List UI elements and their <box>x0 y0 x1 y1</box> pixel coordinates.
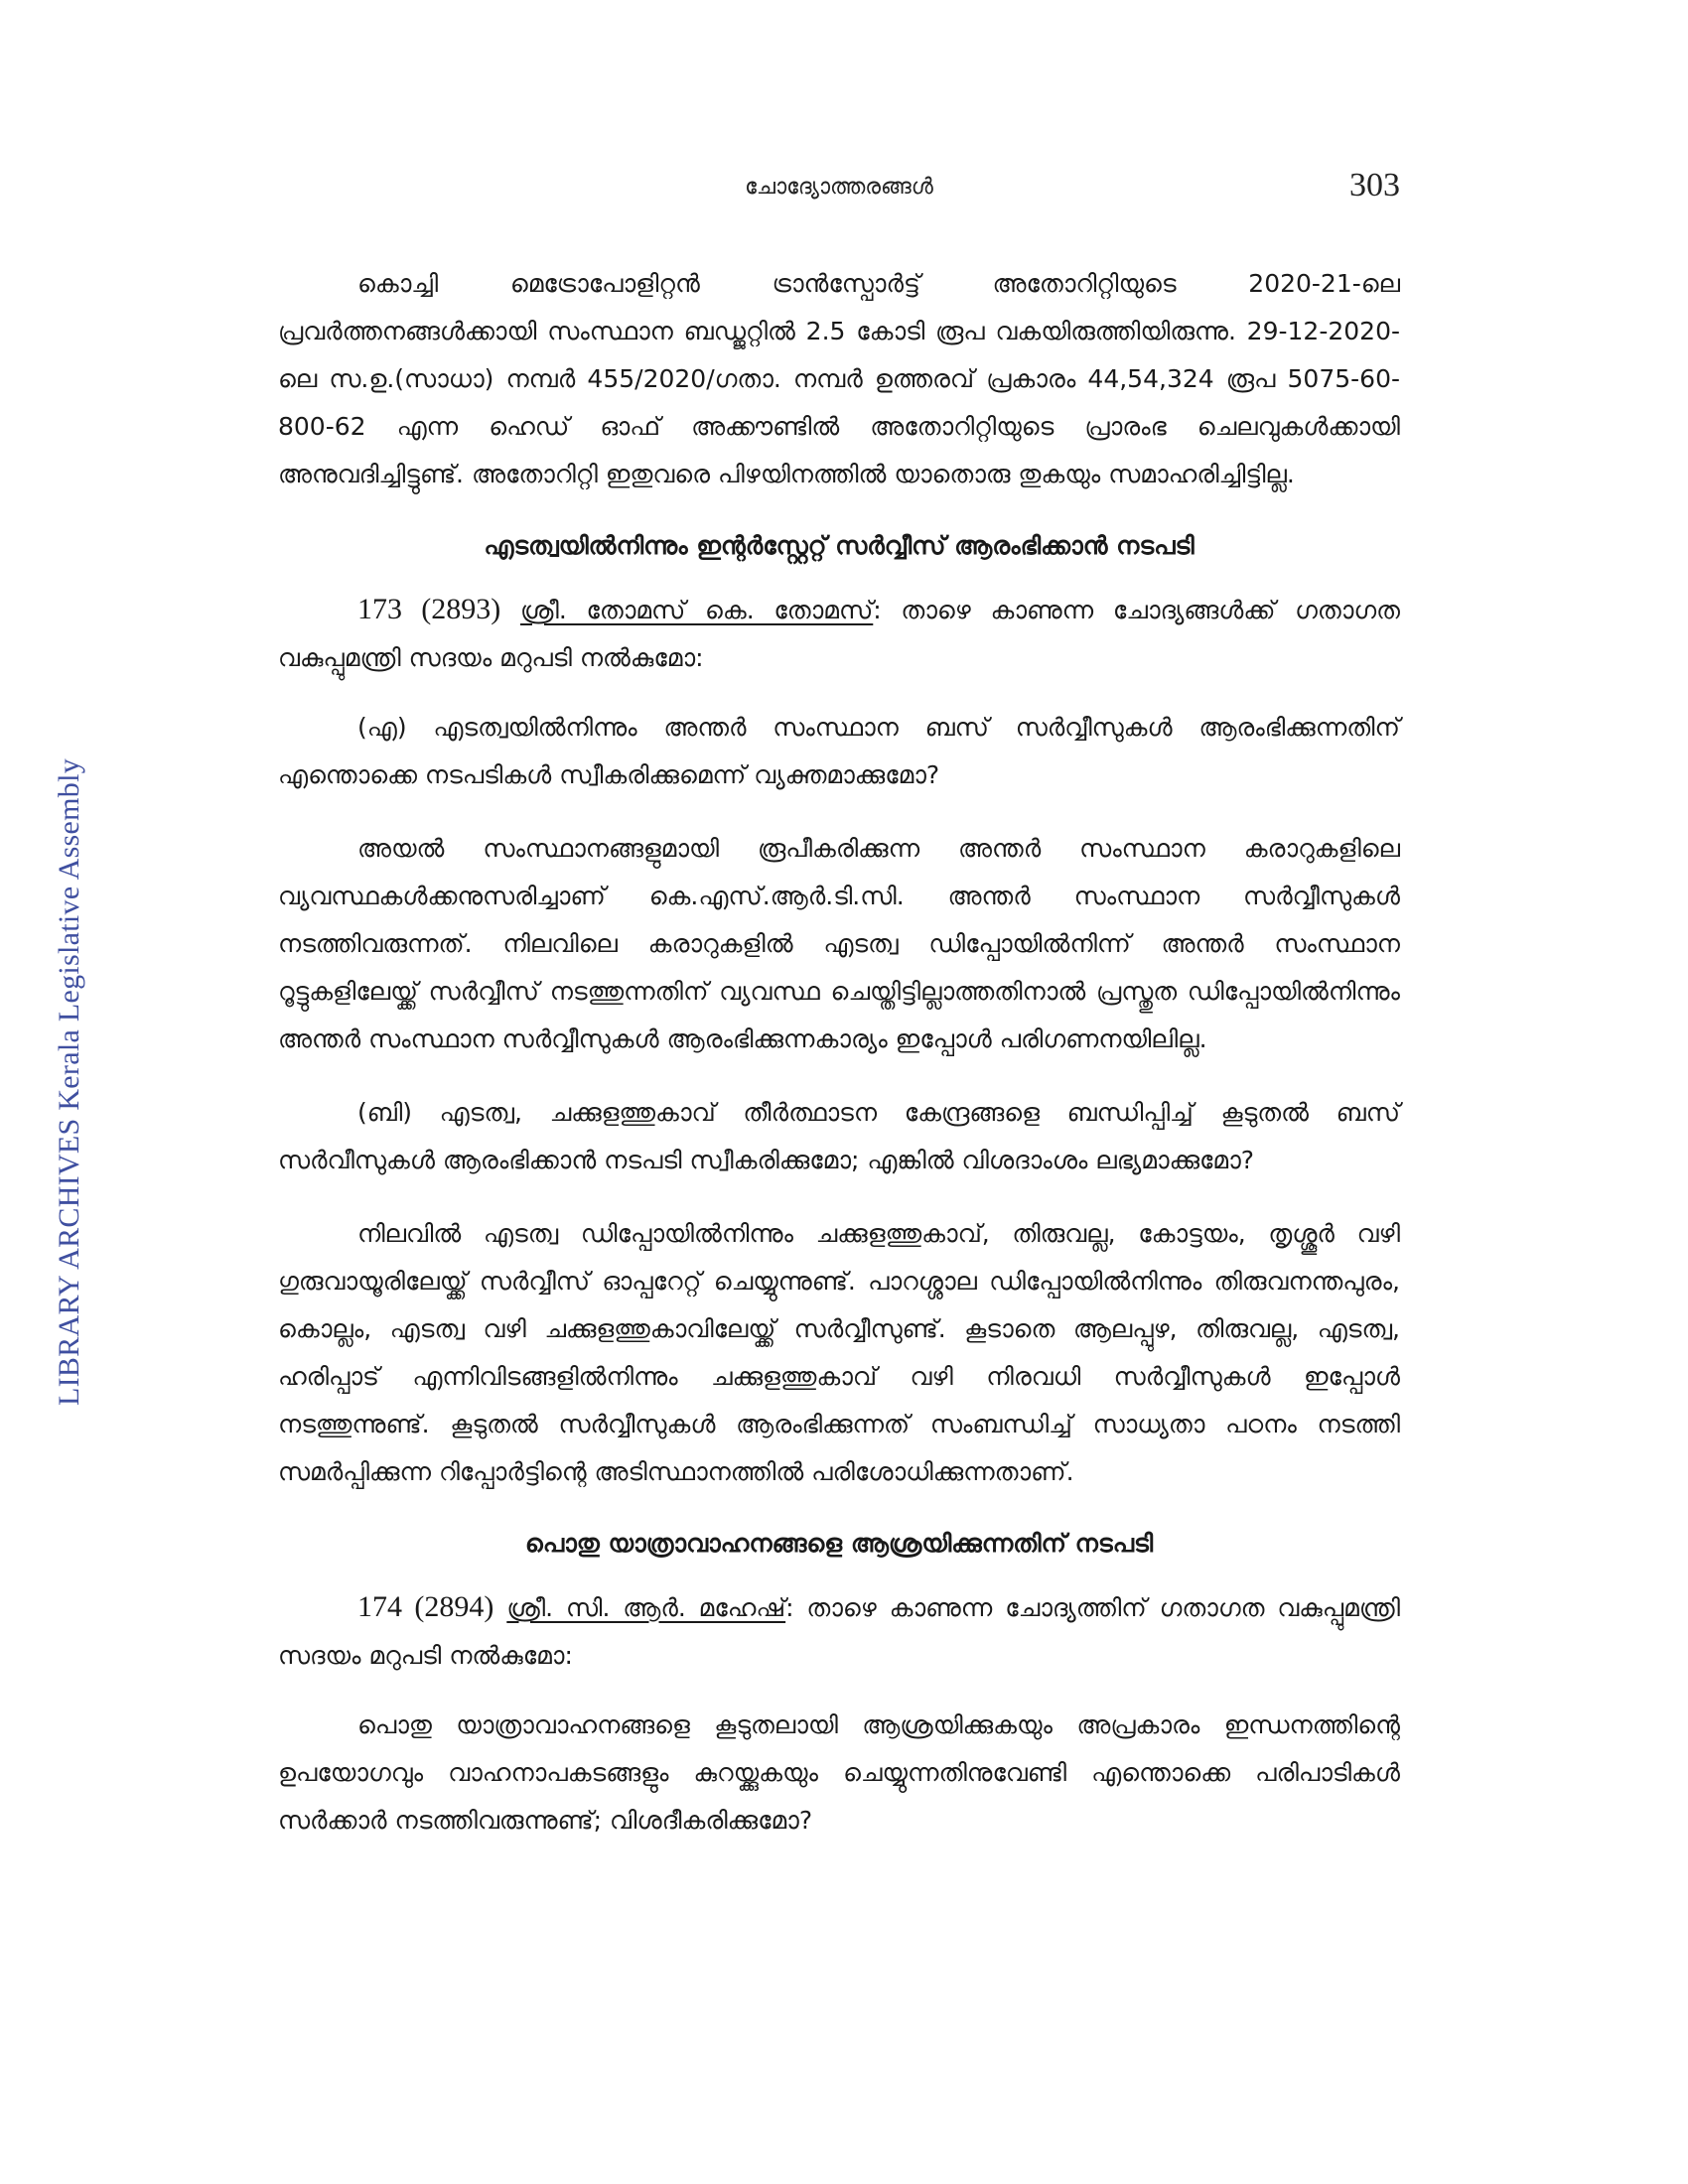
page-header <box>278 167 1400 216</box>
running-title: ചോദ്യോത്തരങ്ങൾ <box>745 175 933 200</box>
answer-b: നിലവിൽ എടത്വ ഡിപ്പോയിൽനിന്നും ചക്കുളത്തുകാവ്, തിരുവല്ല, കോട്ടയം, തൃശ്ശൂർ വഴി ഗുരുവായൂരിലേയ്ക്ക് സർവ്വീസ് ഓപ്പറേറ്റ് ചെയ്യുന്നുണ്ട്. പാറശ്ശാല ഡിപ്പോയിൽനിന്നും തിരുവനന്തപുരം, കൊല്ലം, എടത്വ വഴി ചക്കുളത്തുകാവിലേയ്ക്ക് സർവ്വീസുണ്ട്. കൂടാതെ ആലപ്പുഴ, തിരുവല്ല, എടത്വ, ഹരിപ്പാട് എന്നിവിടങ്ങളിൽനിന്നും ചക്കുളത്തുകാവ് വഴി നിരവധി സർവ്വീസുകൾ ഇപ്പോൾ നടത്തുന്നുണ്ട്. കൂടുതൽ സർവ്വീസുകൾ ആരംഭിക്കുന്നത് സംബന്ധിച്ച് സാധ്യതാ പഠനം നടത്തി സമർപ്പിക്കുന്ന റിപ്പോർട്ടിന്റെ അടിസ്ഥാനത്തിൽ പരിശോധിക്കുന്നതാണ്. <box>278 1219 1400 1486</box>
question-b: (ബി) എടത്വ, ചക്കുളത്തുകാവ് തീർത്ഥാടന കേന്ദ്രങ്ങളെ ബന്ധിപ്പിച്ച് കൂടുതൽ ബസ് സർവീസുകൾ ആരംഭിക്കാൻ നടപടി സ്വീകരിക്കുമോ; എങ്കിൽ വിശദാംശം ലഭ്യമാക്കുമോ? <box>278 1098 1400 1174</box>
question-174-text: പൊതു യാത്രാവാഹനങ്ങളെ കൂടുതലായി ആശ്രയിക്കുകയും അപ്രകാരം ഇന്ധനത്തിന്റെ ഉപയോഗവും വാഹനാപകടങ്ങളും കുറയ്ക്കുകയും ചെയ്യുന്നതിനുവേണ്ടി എന്തൊക്കെ പരിപാടികൾ സർക്കാർ നടത്തിവരുന്നുണ്ട്; വിശദീകരിക്കുമോ? <box>278 1710 1400 1835</box>
question-174-intro <box>278 1583 1400 1680</box>
watermark-text: LIBRARY ARCHIVES Kerala Legislative Assembly <box>53 757 86 1407</box>
question-intro-text: : താഴെ കാണുന്ന ചോദ്യത്തിന് ഗതാഗത വകുപ്പുമന്ത്രി സദയം മറുപടി നൽകുമോ: <box>278 1593 1401 1670</box>
section-heading-interstate-service: എടത്വയിൽനിന്നും ഇന്റർസ്റ്റേറ്റ് സർവ്വീസ് ആരംഭിക്കാൻ നടപടി <box>484 531 1195 560</box>
question-intro-text: : താഴെ കാണുന്ന ചോദ്യങ്ങൾക്ക് ഗതാഗത വകുപ്പുമന്ത്രി സദയം മറുപടി നൽകുമോ: <box>278 596 1401 672</box>
member-name: ശ്രീ. തോമസ് കെ. തോമസ് <box>519 596 874 624</box>
page-number: 303 <box>1349 167 1400 204</box>
intro-paragraph: കൊച്ചി മെട്രോപോളിറ്റൻ ട്രാൻസ്പോർട്ട് അതോറിറ്റിയുടെ 2020-21-ലെ പ്രവർത്തനങ്ങൾക്കായി സംസ്ഥാന ബഡ്ജറ്റിൽ 2.5 കോടി രൂപ വകയിരുത്തിയിരുന്നു. 29-12-2020-ലെ സ.ഉ.(സാധാ) നമ്പർ 455/2020/ഗതാ. നമ്പർ ഉത്തരവ് പ്രകാരം 44,54,324 രൂപ 5075-60-800-62 എന്ന ഹെഡ് ഓഫ് അക്കൗണ്ടിൽ അതോറിറ്റിയുടെ പ്രാരംഭ ചെലവുകൾക്കായി അനുവദിച്ചിട്ടുണ്ട്. അതോറിറ്റി ഇതുവരെ പിഴയിനത്തിൽ യാതൊരു തുകയും സമാഹരിച്ചിട്ടില്ല. <box>278 269 1400 488</box>
question-number: 173 (2893) <box>357 593 501 625</box>
question-a: (എ) എടത്വയിൽനിന്നും അന്തർ സംസ്ഥാന ബസ് സർവ്വീസുകൾ ആരംഭിക്കുന്നതിന് എന്തൊക്കെ നടപടികൾ സ്വീകരിക്കുമെന്ന് വ്യക്തമാക്കുമോ? <box>278 713 1400 789</box>
page-content <box>278 260 1400 1870</box>
section-heading-public-transport: പൊതു യാത്രാവാഹനങ്ങളെ ആശ്രയിക്കുന്നതിന് നടപടി <box>524 1529 1154 1558</box>
member-name: ശ്രീ. സി. ആർ. മഹേഷ് <box>506 1593 786 1622</box>
question-173-intro <box>278 586 1400 682</box>
archive-watermark <box>50 735 89 1430</box>
question-number: 174 (2894) <box>357 1590 494 1623</box>
answer-a: അയൽ സംസ്ഥാനങ്ങളുമായി രൂപീകരിക്കുന്ന അന്തർ സംസ്ഥാന കരാറുകളിലെ വ്യവസ്ഥകൾക്കനുസരിച്ചാണ് കെ.എസ്.ആർ.ടി.സി. അന്തർ സംസ്ഥാന സർവ്വീസുകൾ നടത്തിവരുന്നത്. നിലവിലെ കരാറുകളിൽ എടത്വ ഡിപ്പോയിൽനിന്ന് അന്തർ സംസ്ഥാന റൂട്ടുകളിലേയ്ക്ക് സർവ്വീസ് നടത്തുന്നതിന് വ്യവസ്ഥ ചെയ്തിട്ടില്ലാത്തതിനാൽ പ്രസ്തുത ഡിപ്പോയിൽനിന്നും അന്തർ സംസ്ഥാന സർവ്വീസുകൾ ആരംഭിക്കുന്നകാര്യം ഇപ്പോൾ പരിഗണനയിലില്ല. <box>278 834 1400 1053</box>
